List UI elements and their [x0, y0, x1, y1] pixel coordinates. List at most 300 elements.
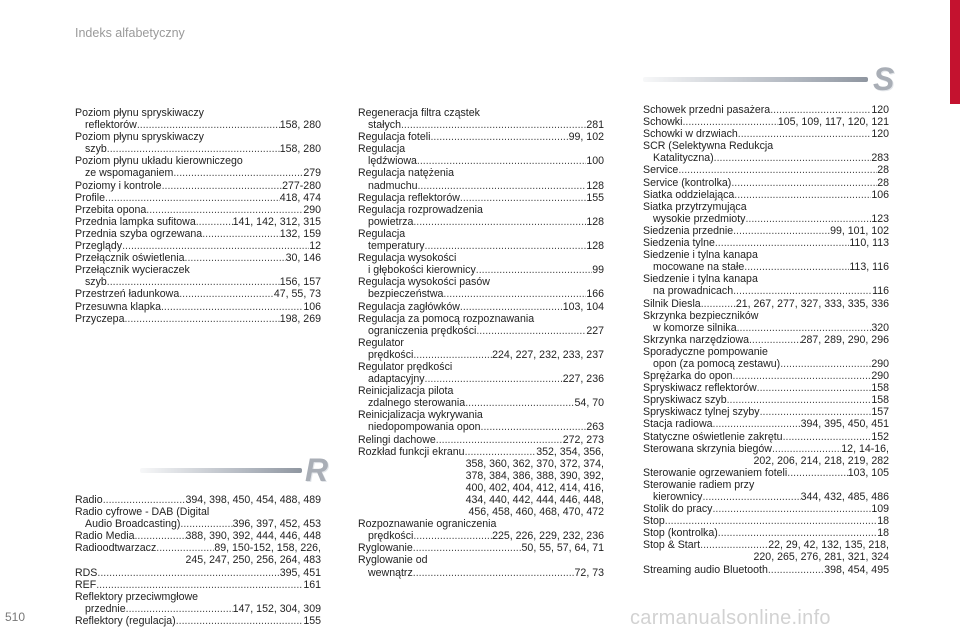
index-entry-line — [643, 467, 889, 479]
index-entry-line — [75, 603, 321, 615]
dot-leader — [97, 567, 279, 579]
index-entry — [75, 494, 321, 506]
index-entry-line — [358, 167, 604, 179]
dot-leader — [417, 155, 586, 167]
index-entry-line — [358, 349, 604, 361]
index-entry-line — [643, 503, 889, 515]
index-entry-pages: 116 — [872, 285, 889, 298]
index-entry-term: Regulacja za pomocą rozpoznawania — [358, 312, 535, 325]
index-entry — [75, 252, 321, 264]
index-entry — [643, 346, 889, 370]
index-entry-line — [358, 361, 604, 373]
index-entry — [643, 225, 889, 237]
index-entry-line — [75, 252, 321, 264]
dot-leader — [733, 285, 872, 297]
dot-leader — [465, 397, 574, 409]
index-entry-line — [643, 358, 889, 370]
index-entry-pages: 287, 289, 290, 296 — [800, 333, 889, 346]
index-entry-term: adaptacyjny — [368, 373, 425, 386]
index-entry-pages: 72, 73 — [574, 566, 604, 579]
index-entry-term: Radioodtwarzacz — [75, 542, 157, 555]
index-entry-term: Regeneracja filtra cząstek — [358, 107, 480, 119]
index-entry-pages-continued: 434, 440, 442, 444, 446, 448, — [465, 494, 604, 506]
dot-leader — [713, 418, 801, 430]
index-entry-term: Rozkład funkcji ekranu — [358, 445, 465, 458]
index-entry-line — [75, 591, 321, 603]
index-entry-term: Regulacja reflektorów — [358, 191, 460, 204]
index-entry-term: Reflektory (regulacja) — [75, 614, 176, 627]
dot-leader — [702, 491, 800, 503]
index-entry — [358, 192, 604, 204]
index-entry-term: Sterowanie radiem przy — [643, 478, 755, 491]
index-entry — [643, 527, 889, 539]
index-entry — [643, 503, 889, 515]
dot-leader — [678, 164, 877, 176]
index-entry-pages: 109 — [871, 503, 889, 516]
index-entry-line — [643, 479, 889, 491]
index-entry — [75, 288, 321, 300]
index-entry-term: Przełącznik wycieraczek — [75, 264, 190, 277]
page-number: 510 — [5, 610, 26, 624]
index-entry-line — [358, 518, 604, 530]
index-entry-line — [75, 301, 321, 313]
index-entry-term: Radio cyfrowe - DAB (Digital — [75, 506, 210, 519]
index-entry — [358, 385, 604, 409]
index-entry — [358, 301, 604, 313]
index-entry — [643, 140, 889, 164]
index-entry-line — [358, 373, 604, 385]
dot-leader — [460, 192, 586, 204]
index-entry-pages: 166 — [586, 288, 604, 301]
index-entry-pages: 21, 267, 277, 327, 333, 335, 336 — [735, 297, 889, 310]
index-entry — [75, 216, 321, 228]
index-entry — [643, 479, 889, 503]
index-entry-pages: 18 — [877, 527, 889, 540]
index-entry-term: ze wspomaganiem — [85, 167, 174, 180]
index-entry-term: Sprężarka do opon — [643, 370, 733, 383]
index-entry — [643, 370, 889, 382]
index-entry-pages: 106 — [871, 188, 889, 201]
index-entry — [75, 542, 321, 566]
index-entry-pages: 227, 236 — [562, 373, 604, 386]
index-entry-line — [643, 334, 889, 346]
index-entry — [75, 591, 321, 615]
index-entry-pages: 50, 55, 57, 64, 71 — [521, 542, 604, 555]
index-entry-term: bezpieczeństwa — [368, 288, 444, 301]
index-entry-line — [75, 216, 321, 228]
index-entry-term: Streaming audio Bluetooth — [643, 563, 768, 576]
dot-leader — [173, 167, 303, 179]
dot-leader — [718, 527, 877, 539]
index-entry-line — [358, 240, 604, 252]
index-entry — [358, 228, 604, 252]
index-entry — [75, 192, 321, 204]
index-entry-line — [75, 506, 321, 518]
index-entry-pages: 398, 454, 495 — [824, 563, 889, 576]
index-entry-line — [358, 107, 604, 119]
index-entry — [358, 313, 604, 337]
index-entry-term: Przesuwna klapka — [75, 300, 161, 313]
index-entry-line — [75, 494, 321, 506]
index-entry-term: opon (za pomocą zestawu) — [653, 357, 781, 370]
index-entry-pages: 152 — [871, 430, 889, 443]
index-entry-line — [75, 264, 321, 276]
index-entry-line — [643, 273, 889, 285]
dot-leader — [122, 240, 309, 252]
index-entry-term: w komorze silnika — [653, 321, 737, 334]
index-entry-pages: 394, 395, 450, 451 — [800, 418, 889, 431]
index-entry — [643, 539, 889, 563]
index-entry-pages: 158 — [871, 394, 889, 407]
index-entry — [643, 249, 889, 273]
dot-leader — [413, 567, 575, 579]
index-entry — [643, 237, 889, 249]
index-entry-term: Radio — [75, 494, 103, 506]
dot-leader — [413, 216, 586, 228]
index-entry-line — [358, 325, 604, 337]
dot-leader — [156, 542, 214, 554]
index-entry-term: Przednia lampka sufitowa — [75, 215, 196, 228]
index-entry-term: Stop (kontrolka) — [643, 527, 718, 540]
index-entry-line — [75, 228, 321, 240]
index-entry-line — [643, 527, 889, 539]
index-entry-term: stałych — [368, 119, 401, 132]
index-entry-line — [358, 228, 604, 240]
index-entry — [75, 313, 321, 325]
index-entry-term: Skrzynka narzędziowa — [643, 333, 749, 346]
accent-bar — [950, 0, 960, 104]
index-entry-term: Regulator — [358, 336, 404, 349]
index-entry-pages: 128 — [586, 215, 604, 228]
index-entry-pages: 28 — [877, 164, 889, 177]
index-entry-term: powietrza — [368, 215, 414, 228]
dot-leader — [700, 539, 768, 551]
dot-leader — [105, 192, 280, 204]
index-entry-line — [643, 310, 889, 322]
index-entry-term: ograniczenia prędkości — [368, 324, 477, 337]
index-entry-term: Poziom płynu układu kierowniczego — [75, 155, 243, 168]
index-entry-line — [358, 409, 604, 421]
dot-leader — [179, 288, 274, 300]
section-rule — [140, 468, 302, 473]
dot-leader — [96, 579, 303, 591]
dot-leader — [425, 240, 587, 252]
index-entry-line — [75, 204, 321, 216]
dot-leader — [665, 515, 877, 527]
index-entry-term: Service (kontrolka) — [643, 176, 732, 189]
index-entry-term: Regulacja foteli — [358, 131, 431, 144]
index-entry-pages: 272, 273 — [562, 433, 604, 446]
index-entry — [643, 310, 889, 334]
index-entry — [75, 204, 321, 216]
index-entry-line — [75, 167, 321, 179]
index-entry-pages: 123 — [871, 212, 889, 225]
index-entry-line — [643, 539, 889, 551]
index-entry-term: mocowane na stałe — [653, 261, 745, 274]
index-entry-pages: 12, 14-16, — [841, 442, 889, 455]
index-entry-term: Regulacja natężenia — [358, 167, 455, 180]
index-entry — [643, 564, 889, 576]
dot-leader — [712, 503, 871, 515]
index-entry-term: Reinicjalizacja wykrywania — [358, 409, 483, 422]
index-entry — [643, 201, 889, 225]
index-entry-term: Schowek przedni pasażera — [643, 104, 771, 116]
dot-leader — [413, 349, 492, 361]
index-entry-line — [75, 288, 321, 300]
index-entry-line — [643, 443, 889, 455]
index-entry-term: Regulacja — [358, 143, 406, 156]
index-entry-pages: 418, 474 — [279, 191, 321, 204]
dot-leader — [161, 301, 303, 313]
index-entry-pages: 155 — [303, 614, 321, 627]
index-entry-term: szyb — [85, 143, 107, 156]
dot-leader — [413, 542, 522, 554]
index-entry — [643, 116, 889, 128]
dot-leader — [103, 494, 186, 506]
index-entry-term: Siedzenie i tylna kanapa — [643, 249, 758, 262]
index-entry-pages: 320 — [871, 321, 889, 334]
index-entry-pages: 99, 102 — [568, 131, 604, 144]
index-entry-term: Regulacja wysokości — [358, 252, 457, 265]
dot-leader — [787, 467, 847, 479]
dot-leader — [134, 530, 185, 542]
dot-leader — [745, 213, 871, 225]
index-entry-term: Siedzenia przednie — [643, 224, 734, 237]
dot-leader — [196, 216, 233, 228]
index-entry-pages: 290 — [871, 370, 889, 383]
index-entry — [643, 298, 889, 310]
index-entry-pages: 279 — [303, 167, 321, 180]
dot-leader — [714, 152, 872, 164]
index-entry — [75, 155, 321, 179]
index-entry-term: Regulacja zagłówków — [358, 300, 460, 313]
index-entry-term: Regulacja — [358, 227, 406, 240]
index-entry-pages: 158, 280 — [279, 143, 321, 156]
index-entry-line — [75, 542, 321, 554]
index-entry-term: przednie — [85, 602, 126, 615]
index-entry — [75, 131, 321, 155]
index-entry-pages: 47, 55, 73 — [273, 288, 321, 301]
index-entry-line — [75, 240, 321, 252]
index-entry-line — [75, 530, 321, 542]
dot-leader — [107, 276, 280, 288]
section-header-s — [643, 61, 898, 97]
index-entry-term: reflektorów — [85, 119, 137, 132]
index-entry-line — [75, 276, 321, 288]
index-entry — [358, 542, 604, 554]
dot-leader — [737, 322, 872, 334]
index-entry-term: Sterowana skrzynia biegów — [643, 442, 772, 455]
index-entry — [643, 431, 889, 443]
dot-leader — [430, 131, 568, 143]
index-entry-term: Przednia szyba ogrzewana — [75, 227, 203, 240]
index-entry-line — [75, 518, 321, 530]
index-entry-pages: 158, 280 — [279, 119, 321, 132]
index-entry-line — [358, 530, 604, 542]
index-entry — [75, 264, 321, 288]
index-entry-line — [643, 261, 889, 273]
dot-leader — [202, 228, 280, 240]
index-entry — [75, 567, 321, 579]
index-entry — [75, 180, 321, 192]
index-entry — [358, 107, 604, 131]
index-entry-pages: 113, 116 — [849, 261, 889, 274]
index-entry-pages: 105, 109, 117, 120, 121 — [777, 116, 889, 129]
index-entry-line — [643, 491, 889, 503]
dot-leader — [727, 394, 872, 406]
index-entry — [75, 240, 321, 252]
index-entry — [643, 164, 889, 176]
index-entry-line — [75, 579, 321, 591]
index-entry-term: na prowadnicach — [653, 285, 734, 298]
index-entry-line — [643, 298, 889, 310]
index-entry-line — [643, 394, 889, 406]
index-entry-line — [643, 431, 889, 443]
index-entry-pages-continued: 220, 265, 276, 281, 321, 324 — [753, 551, 889, 564]
index-entry-pages: 110, 113 — [849, 237, 889, 250]
index-entry — [358, 252, 604, 276]
index-entry-term: Poziom płynu spryskiwaczy — [75, 131, 204, 144]
index-entry-term: Poziomy i kontrole — [75, 179, 162, 192]
index-entry-pages: 277-280 — [282, 179, 321, 192]
index-entry-term: wewnątrz — [368, 566, 413, 579]
index-entry-term: Stop & Start — [643, 539, 701, 552]
index-entry-line — [358, 119, 604, 131]
dot-leader — [460, 301, 563, 313]
index-entry-line — [358, 567, 604, 579]
index-entry-line — [358, 204, 604, 216]
index-entry — [75, 506, 321, 530]
dot-leader — [701, 298, 736, 310]
dot-leader — [413, 530, 492, 542]
index-entry — [75, 301, 321, 313]
index-entry-pages-continued: 400, 402, 404, 412, 414, 416, — [465, 481, 604, 494]
index-entry — [358, 143, 604, 167]
watermark: carmanualsonline.info — [630, 607, 831, 629]
index-entry-pages: 141, 142, 312, 315 — [232, 215, 321, 228]
dot-leader — [760, 406, 872, 418]
index-entry-term: kierownicy — [653, 491, 703, 503]
index-entry-term: Ryglowanie od — [358, 554, 428, 567]
index-entry-line — [358, 421, 604, 433]
index-entry-term: Skrzynka bezpieczników — [643, 309, 759, 322]
index-column-left-bottom — [75, 494, 321, 627]
index-column-left-top — [75, 107, 321, 325]
index-entry-term: Relingi dachowe — [358, 433, 436, 446]
index-entry-pages: 281 — [586, 119, 604, 132]
index-entry — [643, 515, 889, 527]
index-entry-line — [643, 128, 889, 140]
index-entry-pages: 30, 146 — [285, 252, 321, 265]
index-entry-term: prędkości — [368, 530, 414, 543]
index-entry-term: Rozpoznawanie ograniczenia — [358, 518, 497, 531]
index-entry-term: lędźwiowa — [368, 155, 417, 168]
index-entry-line — [643, 164, 889, 176]
index-entry-line — [358, 131, 604, 143]
index-entry-term: Reflektory przeciwmgłowe — [75, 590, 199, 603]
index-entry-term: zdalnego sterowania — [368, 397, 466, 410]
dot-leader — [476, 325, 586, 337]
index-entry-line — [643, 406, 889, 418]
index-entry-pages-continued: 358, 360, 362, 370, 372, 374, — [465, 457, 604, 470]
index-entry-line — [643, 249, 889, 261]
index-entry-pages: 161 — [303, 578, 321, 591]
index-entry-term: Reinicjalizacja pilota — [358, 385, 454, 398]
dot-leader — [137, 119, 280, 131]
index-entry — [75, 615, 321, 627]
index-entry — [643, 177, 889, 189]
index-entry-term: Silnik Diesla — [643, 297, 701, 310]
index-entry-line — [358, 301, 604, 313]
index-entry-term: RDS — [75, 566, 98, 579]
index-entry-line — [643, 370, 889, 382]
index-entry — [358, 361, 604, 385]
index-entry-pages: 132, 159 — [279, 227, 321, 240]
dot-leader — [768, 564, 824, 576]
index-entry-line — [358, 192, 604, 204]
index-entry — [358, 204, 604, 228]
dot-leader — [162, 180, 283, 192]
page-header: Indeks alfabetyczny — [75, 26, 185, 40]
section-letter-r: R — [305, 452, 329, 488]
index-entry-term: SCR (Selektywna Redukcja — [643, 140, 774, 153]
index-entry-term: Stolik do pracy — [643, 503, 713, 516]
index-entry-term: Siatka oddzielająca — [643, 188, 735, 201]
index-entry — [643, 128, 889, 140]
index-entry-line — [643, 382, 889, 394]
index-entry-pages: 128 — [586, 240, 604, 253]
index-entry-pages: 344, 432, 485, 486 — [800, 491, 889, 503]
dot-leader — [126, 603, 233, 615]
index-entry-line — [643, 564, 889, 576]
index-entry-pages: 156, 157 — [279, 276, 321, 289]
dot-leader — [682, 116, 777, 128]
index-entry-pages: 18 — [877, 515, 889, 528]
index-entry-pages: 100 — [586, 155, 604, 168]
index-entry-term: Regulacja rozprowadzenia — [358, 203, 483, 216]
dot-leader — [107, 143, 280, 155]
index-entry-line — [643, 177, 889, 189]
dot-leader — [733, 225, 830, 237]
dot-leader — [757, 382, 872, 394]
index-entry-term: Radio Media — [75, 530, 135, 543]
index-entry-line — [643, 285, 889, 297]
index-entry-term: Spryskiwacz szyb — [643, 394, 727, 407]
dot-leader — [783, 431, 872, 443]
index-entry-term: Schowki w drzwiach — [643, 128, 738, 141]
index-entry-term: Stop — [643, 515, 665, 528]
index-entry-pages: 198, 269 — [279, 312, 321, 325]
index-entry-term: Stacja radiowa — [643, 418, 713, 431]
index-entry-pages: 120 — [871, 128, 889, 141]
index-entry — [643, 273, 889, 297]
section-rule — [643, 77, 868, 82]
index-entry-term: Profile — [75, 191, 106, 204]
dot-leader — [436, 434, 563, 446]
index-entry-term: Spryskiwacz reflektorów — [643, 382, 757, 395]
index-entry-pages: 103, 105 — [847, 466, 889, 479]
index-entry-term: Siatka przytrzymująca — [643, 200, 747, 213]
dot-leader — [425, 373, 563, 385]
index-entry-term: REF — [75, 578, 97, 591]
index-entry-line — [358, 434, 604, 446]
dot-leader — [476, 264, 592, 276]
index-entry-line — [358, 264, 604, 276]
index-entry — [358, 276, 604, 300]
index-entry-line — [75, 615, 321, 627]
index-entry-line — [75, 567, 321, 579]
index-entry-pages: 227 — [586, 324, 604, 337]
